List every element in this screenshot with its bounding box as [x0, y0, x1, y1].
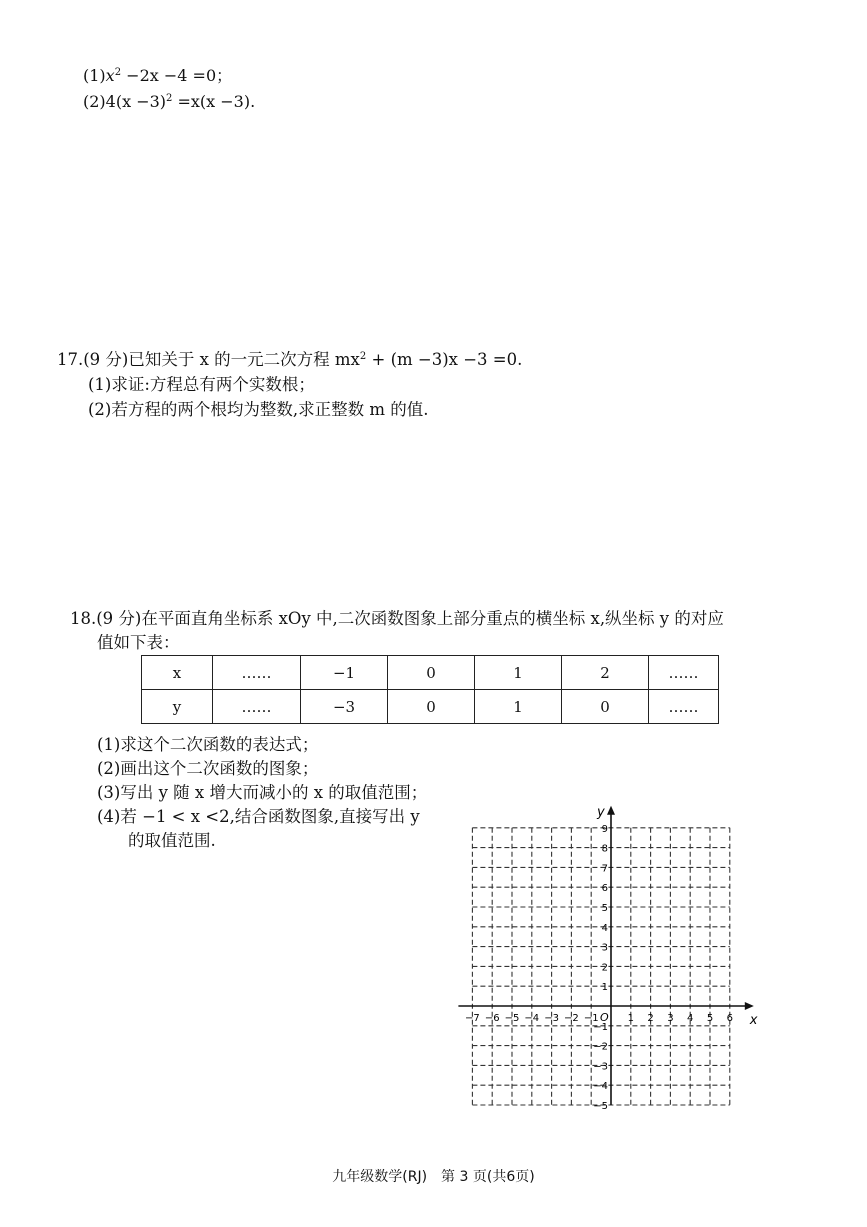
- x-tick-label: −7: [465, 1013, 480, 1024]
- q18-part-3: (3)写出 y 随 x 增大而减小的 x 的取值范围；: [97, 783, 428, 802]
- x-tick-label: 1: [627, 1013, 634, 1024]
- q17-number: 17.: [57, 350, 84, 369]
- y-tick-label: −4: [593, 1081, 608, 1093]
- y-tick-label: −3: [593, 1061, 608, 1073]
- y-tick-label: 4: [601, 922, 608, 934]
- x-tick-label: −4: [524, 1013, 540, 1024]
- x-tick-label: −5: [504, 1013, 520, 1024]
- y-tick-label: 3: [601, 942, 608, 954]
- q17-part-2: (2)若方程的两个根均为整数,求正整数 m 的值.: [88, 400, 429, 419]
- y-tick-label: −2: [593, 1041, 608, 1053]
- x-tick-label: 6: [726, 1013, 733, 1024]
- q18-part-4: (4)若 −1 < x <2,结合函数图象,直接写出 y: [97, 807, 420, 826]
- table-cell: −1: [301, 656, 388, 690]
- y-axis-label: y: [597, 804, 605, 820]
- table-cell: ……: [213, 656, 301, 690]
- table-cell: 0: [388, 690, 475, 724]
- x-axis-label: x: [749, 1013, 758, 1028]
- q18-part-4-continued: 的取值范围.: [128, 831, 216, 850]
- q18-part-1: (1)求这个二次函数的表达式；: [97, 735, 319, 754]
- y-tick-label: 1: [601, 982, 608, 994]
- x-tick-label: 2: [647, 1013, 654, 1024]
- q18-score: (9 分): [96, 609, 142, 628]
- x-axis-arrow: [745, 1002, 754, 1010]
- table-cell: −3: [301, 690, 388, 724]
- q18-part-2: (2)画出这个二次函数的图象；: [97, 759, 319, 778]
- table-cell: ……: [649, 656, 719, 690]
- y-tick-label: 5: [601, 903, 608, 914]
- table-cell: ……: [213, 690, 301, 724]
- table-cell: 1: [475, 690, 562, 724]
- q17-stem: 17.(9 分)已知关于 x 的一元二次方程 $mx^2 + (m -3)x -3 =0$.: [57, 350, 523, 369]
- q17-part-1: (1)求证:方程总有两个实数根；: [88, 375, 315, 394]
- x-tick-label: −6: [484, 1013, 500, 1024]
- q18-stem-line-1: 18.(9 分)在平面直角坐标系 xOy 中,二次函数图象上部分重点的横坐标 x,纵坐标 y 的对应: [70, 609, 724, 628]
- y-axis-arrow: [607, 806, 615, 815]
- y-tick-label: 9: [601, 823, 608, 835]
- y-tick-label: 2: [601, 962, 608, 974]
- x-tick-label: −2: [564, 1013, 579, 1024]
- table-cell: y: [142, 690, 213, 724]
- table-cell: 2: [562, 656, 649, 690]
- q17-score: (9 分): [83, 350, 129, 369]
- y-tick-label: 7: [601, 863, 608, 875]
- q18-number: 18.: [70, 609, 97, 628]
- x-tick-label: 4: [687, 1013, 694, 1024]
- x-tick-label: −3: [544, 1013, 559, 1024]
- q18-stem-line-2: 值如下表：: [97, 633, 180, 652]
- y-tick-label: −5: [593, 1101, 608, 1112]
- page-footer: 九年级数学(RJ) 第 3 页(共6页): [332, 1169, 535, 1185]
- q16-item-2: $(2)4(x -3)^2 =x(x -3)$.: [83, 92, 256, 111]
- table-cell: 0: [562, 690, 649, 724]
- y-tick-label: −1: [593, 1021, 608, 1033]
- q16-item-1: $(1)x^2 -2x -4 =0$；: [83, 66, 233, 85]
- x-tick-label: −1: [583, 1013, 599, 1024]
- y-tick-label: 8: [601, 843, 608, 855]
- table-cell: ……: [649, 690, 719, 724]
- table-cell: 1: [475, 656, 562, 690]
- table-cell: x: [142, 656, 213, 690]
- origin-label: O: [600, 1011, 609, 1024]
- x-tick-label: 3: [667, 1013, 674, 1024]
- y-tick-label: 6: [601, 883, 608, 895]
- table-cell: 0: [388, 656, 475, 690]
- x-tick-label: 5: [706, 1013, 714, 1024]
